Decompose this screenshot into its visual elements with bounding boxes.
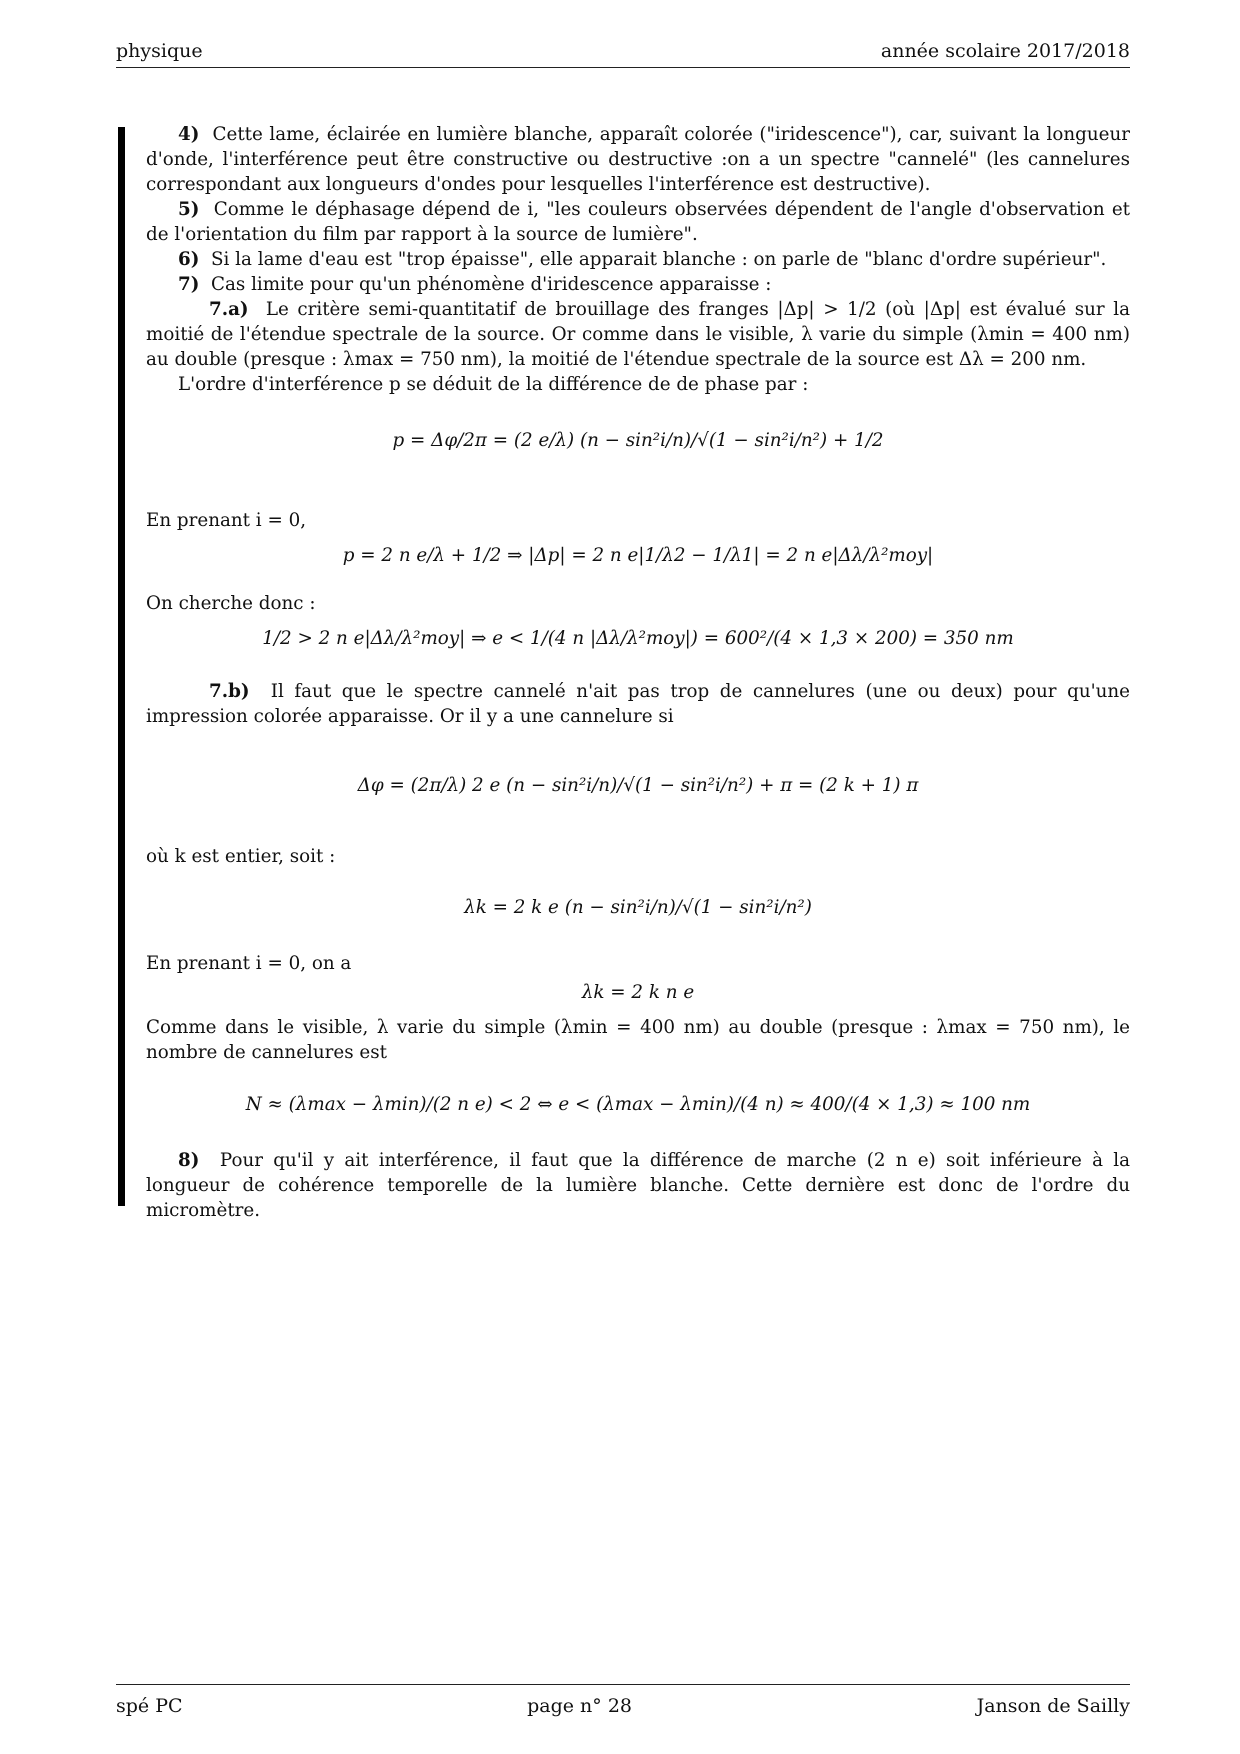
header-subject: physique (116, 40, 203, 62)
equation-order-p: p = Δφ/2π = (2 e/λ) (n − sin²i/n)/√(1 − sin²i/n²) + 1/2 (392, 430, 884, 451)
header-school-year: année scolaire 2017/2018 (880, 40, 1130, 62)
item-7a (146, 297, 1130, 372)
comme-dans-le-visible: Comme dans le visible, λ varie du simple (λmin = 400 nm) au double (presque : λmax = 750 nm), le nombre de cannelures est (146, 1017, 1130, 1063)
footer-rule (116, 1684, 1130, 1685)
equation-delta-p: p = 2 n e/λ + 1/2 ⇒ |Δp| = 2 n e|1/λ2 − 1/λ1| = 2 n e|Δλ/λ²moy| (342, 545, 934, 566)
item-6-text: Si la lame d'eau est "trop épaisse", elle apparait blanche : on parle de "blanc d'ordre supérieur". (211, 249, 1107, 270)
ou-k-entier: où k est entier, soit : (146, 846, 336, 867)
item-8-number: 8) (178, 1150, 200, 1171)
equation-phase-cannelure: Δφ = (2π/λ) 2 e (n − sin²i/n)/√(1 − sin²i/n²) + π = (2 k + 1) π (357, 775, 919, 796)
item-4-text: Cette lame, éclairée en lumière blanche, apparaît colorée ("iridescence"), car, suivant la longueur d'onde, l'interférence peut être constructive ou destructive :on a un spectre "cannelé" (les cannelures correspondant aux longueurs d'ondes pour lesquelles l'interférence est destructive). (146, 124, 1130, 195)
item-7b (146, 679, 1130, 729)
en-prenant-1: En prenant i = 0, (146, 510, 307, 531)
page-header (116, 40, 1130, 62)
equation-number-cannelures: N ≈ (λmax − λmin)/(2 n e) < 2 ⇔ e < (λmax − λmin)/(4 n) ≈ 400/(4 × 1,3) ≈ 100 nm (245, 1094, 1031, 1115)
item-7-text: Cas limite pour qu'un phénomène d'iridescence apparaisse : (211, 274, 772, 295)
footer-page-number: page n° 28 (527, 1695, 632, 1717)
item-5-number: 5) (178, 199, 200, 220)
equation-thickness-limit: 1/2 > 2 n e|Δλ/λ²moy| ⇒ e < 1/(4 n |Δλ/λ²moy|) = 600²/(4 × 1,3 × 200) = 350 nm (262, 628, 1014, 649)
item-5 (146, 197, 1130, 247)
footer-class: spé PC (116, 1695, 183, 1717)
page-footer (116, 1695, 1130, 1717)
equation-lambda-k: λk = 2 k e (n − sin²i/n)/√(1 − sin²i/n²) (464, 897, 812, 918)
item-4-number: 4) (178, 124, 200, 145)
on-cherche-donc: On cherche donc : (146, 593, 316, 614)
solution-body (146, 122, 1130, 397)
item-5-text: Comme le déphasage dépend de i, "les couleurs observées dépendent de l'angle d'observation et de l'orientation du film par rapport à la source de lumière". (146, 199, 1130, 245)
equation-lambda-k-zero: λk = 2 k n e (581, 982, 695, 1003)
footer-school: Janson de Sailly (976, 1695, 1130, 1717)
en-prenant-2: En prenant i = 0, on a (146, 953, 352, 974)
item-8 (146, 1148, 1130, 1223)
item-6 (146, 247, 1130, 272)
order-sentence: L'ordre d'interférence p se déduit de la différence de de phase par : (178, 374, 809, 395)
item-6-number: 6) (178, 249, 200, 270)
item-7 (146, 272, 1130, 297)
item-7a-text: Le critère semi-quantitatif de brouillage des franges |Δp| > 1/2 (où |Δp| est évalué sur la moitié de l'étendue spectrale de la source. Or comme dans le visible, λ varie du simple (λmin = 400 nm) au double (presque : λmax = 750 nm), la moitié de l'étendue spectrale de la source est Δλ = 200 nm. (146, 299, 1130, 370)
item-7b-number: 7.b) (209, 681, 250, 702)
item-8-text: Pour qu'il y ait interférence, il faut que la différence de marche (2 n e) soit inférieure à la longueur de cohérence temporelle de la lumière blanche. Cette dernière est donc de l'ordre du micromètre. (146, 1150, 1130, 1221)
item-7-number: 7) (178, 274, 200, 295)
item-4 (146, 122, 1130, 197)
header-rule (116, 67, 1130, 68)
item-7a-number: 7.a) (209, 299, 249, 320)
correction-margin-bar (118, 127, 125, 1206)
item-7b-text: Il faut que le spectre cannelé n'ait pas trop de cannelures (une ou deux) pour qu'une impression colorée apparaisse. Or il y a une cannelure si (146, 681, 1130, 727)
